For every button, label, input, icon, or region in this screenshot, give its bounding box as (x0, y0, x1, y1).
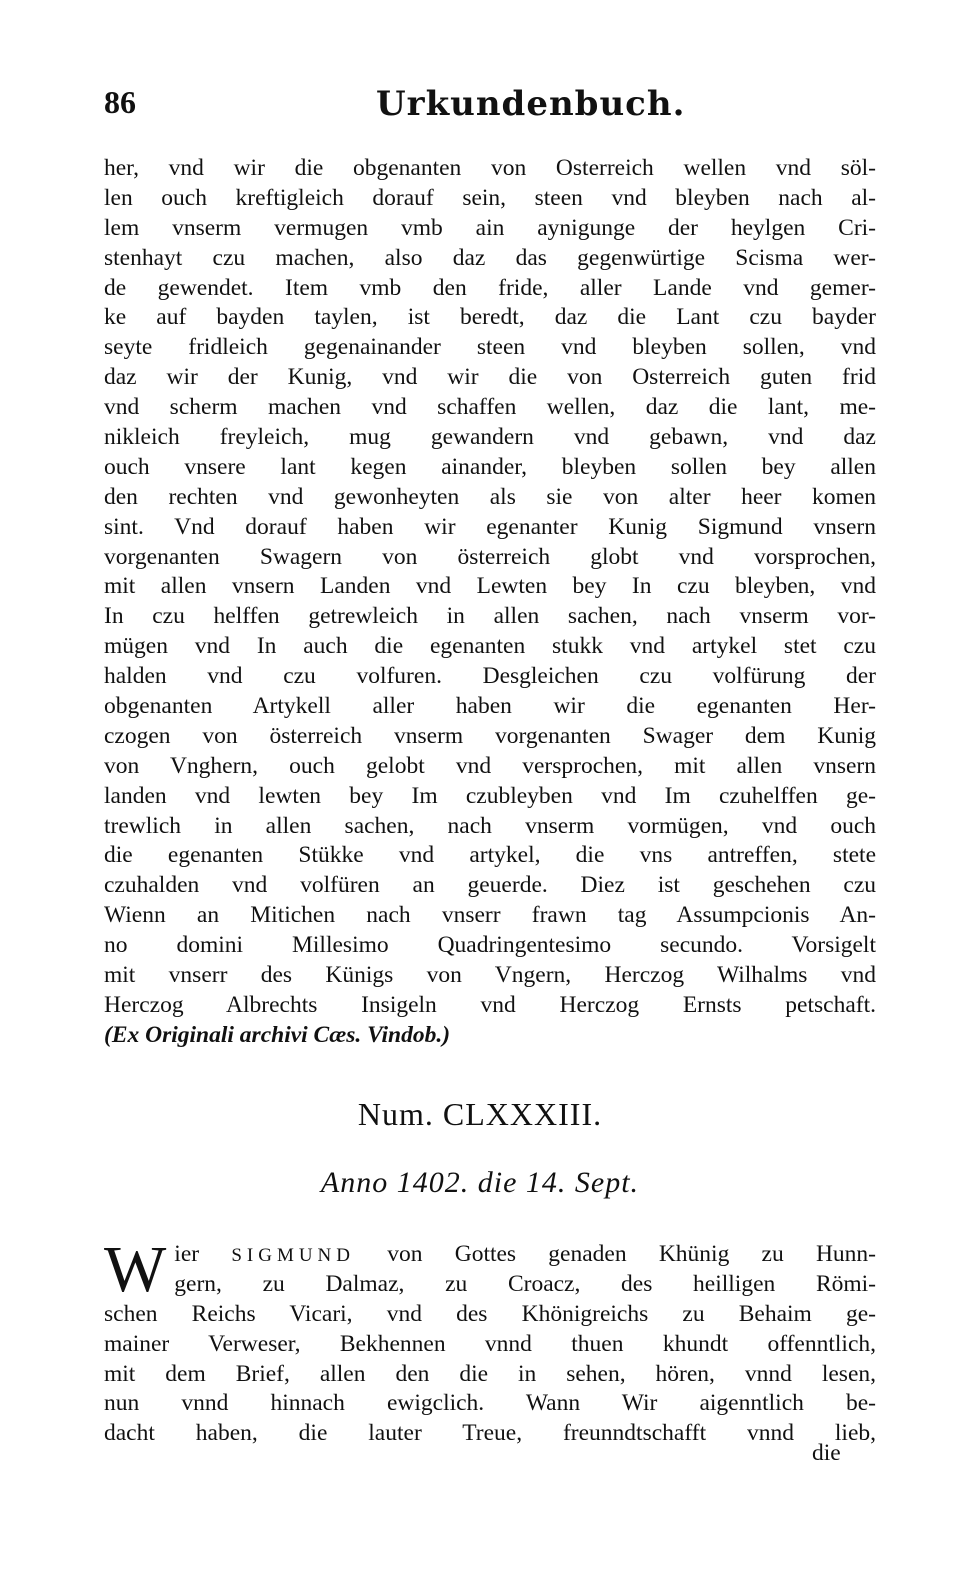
drop-cap-initial: W (104, 1233, 167, 1306)
page-header (104, 84, 868, 132)
text-line: vorgenanten Swagern von österreich globt vnd vorsprochen, (104, 543, 876, 570)
text-line: ouch vnsere lant kegen ainander, bleyben sollen bey allen (104, 453, 876, 480)
text-line: seyte fridleich gegenainander steen vnd bleyben sollen, vnd (104, 334, 876, 361)
text-line: Wienn an Mitichen nach vnserr frawn tag Assumpcionis An- (104, 902, 876, 929)
text-line: mügen vnd In auch die egenanten stukk vnd artykel stet czu (104, 633, 876, 660)
text-line: den rechten vnd gewonheyten als sie von alter heer komen (104, 483, 876, 510)
text-line: von Vnghern, ouch gelobt vnd versprochen, mit allen vnsern (104, 752, 876, 779)
text-line: nikleich freyleich, mug gewandern vnd gebawn, vnd daz (104, 424, 876, 451)
text-line: lem vnserm vermugen vmb ain aynigunge der heylgen Cri- (104, 214, 876, 241)
text-line: de gewendet. Item vmb den fride, aller Lande vnd gemer- (104, 274, 876, 301)
text-line: schen Reichs Vicari, vnd des Khönigreichs zu Behaim ge- (104, 1300, 876, 1327)
previous-document-text (104, 154, 876, 1051)
catchword: die (812, 1440, 841, 1466)
text-line: mit vnserr des Künigs von Vngern, Herczog Wilhalms vnd (104, 962, 876, 989)
text-line: mainer Verweser, Bekhennen vnnd thuen khundt offenntlich, (104, 1330, 876, 1357)
text-line: sint. Vnd dorauf haben wir egenanter Kunig Sigmund vnsern (104, 513, 876, 540)
text-line: dacht haben, die lauter Treue, freunndtschafft vnnd lieb, (104, 1420, 876, 1447)
text-line: mit dem Brief, allen den die in sehen, hören, vnnd lesen, (104, 1360, 876, 1387)
text-line: vnd scherm machen vnd schaffen wellen, daz die lant, me- (104, 394, 876, 421)
page-number: 86 (104, 84, 136, 120)
text-line: In czu helffen getrewleich in allen sachen, nach vnserm vor- (104, 603, 876, 630)
text-line: no domini Millesimo Quadringentesimo secundo. Vorsigelt (104, 932, 876, 959)
text-line: trewlich in allen sachen, nach vnserm vormügen, vnd ouch (104, 812, 876, 839)
text-line: die egenanten Stükke vnd artykel, die vns antreffen, stete (104, 842, 876, 869)
text-line: obgenanten Artykell aller haben wir die egenanten Her- (104, 693, 876, 720)
running-title: Urkundenbuch. (376, 84, 686, 124)
sovereign-name: SIGMUND (231, 1245, 356, 1266)
text-line: czuhalden vnd volfüren an geuerde. Diez ist geschehen czu (104, 872, 876, 899)
text-line: her, vnd wir die obgenanten von Osterreich wellen vnd söl- (104, 155, 876, 181)
text-line: stenhayt czu machen, also daz das gegenwürtige Scisma wer- (104, 244, 876, 271)
source-note: (Ex Originali archivi Cæs. Vindob.) (104, 1021, 451, 1048)
text-line: daz wir der Kunig, vnd wir die von Osterreich guten frid (104, 364, 876, 391)
text-line: nun vnnd hinnach ewigclich. Wann Wir aigenntlich be- (104, 1390, 876, 1417)
first-line-rest: von Gottes genaden Khünig zu Hunn- (387, 1241, 877, 1267)
text-line: mit allen vnsern Landen vnd Lewten bey In czu bleyben, vnd (104, 573, 876, 600)
text-line: landen vnd lewten bey Im czubleyben vnd Im czuhelffen ge- (104, 782, 876, 809)
first-word-rest: ier (174, 1241, 200, 1267)
document-heading: Num. CLXXXIII. (357, 1096, 603, 1132)
text-line: Herczog Albrechts Insigeln vnd Herczog Ernsts petschaft. (104, 991, 876, 1018)
charter-first-line (104, 1240, 876, 1270)
text-line: czogen von österreich vnserm vorgenanten Swager dem Kunig (104, 722, 876, 749)
text-line: len ouch kreftigleich dorauf sein, steen vnd bleyben nach al- (104, 184, 876, 211)
text-line: halden vnd czu volfuren. Desgleichen czu volfürung der (104, 663, 876, 690)
text-line: ke auf bayden taylen, ist beredt, daz die Lant czu bayder (104, 304, 876, 331)
document-date: Anno 1402. die 14. Sept. (320, 1166, 640, 1199)
charter-text (104, 1233, 877, 1449)
text-line: gern, zu Dalmaz, zu Croacz, des heilligen Römi- (174, 1270, 876, 1297)
